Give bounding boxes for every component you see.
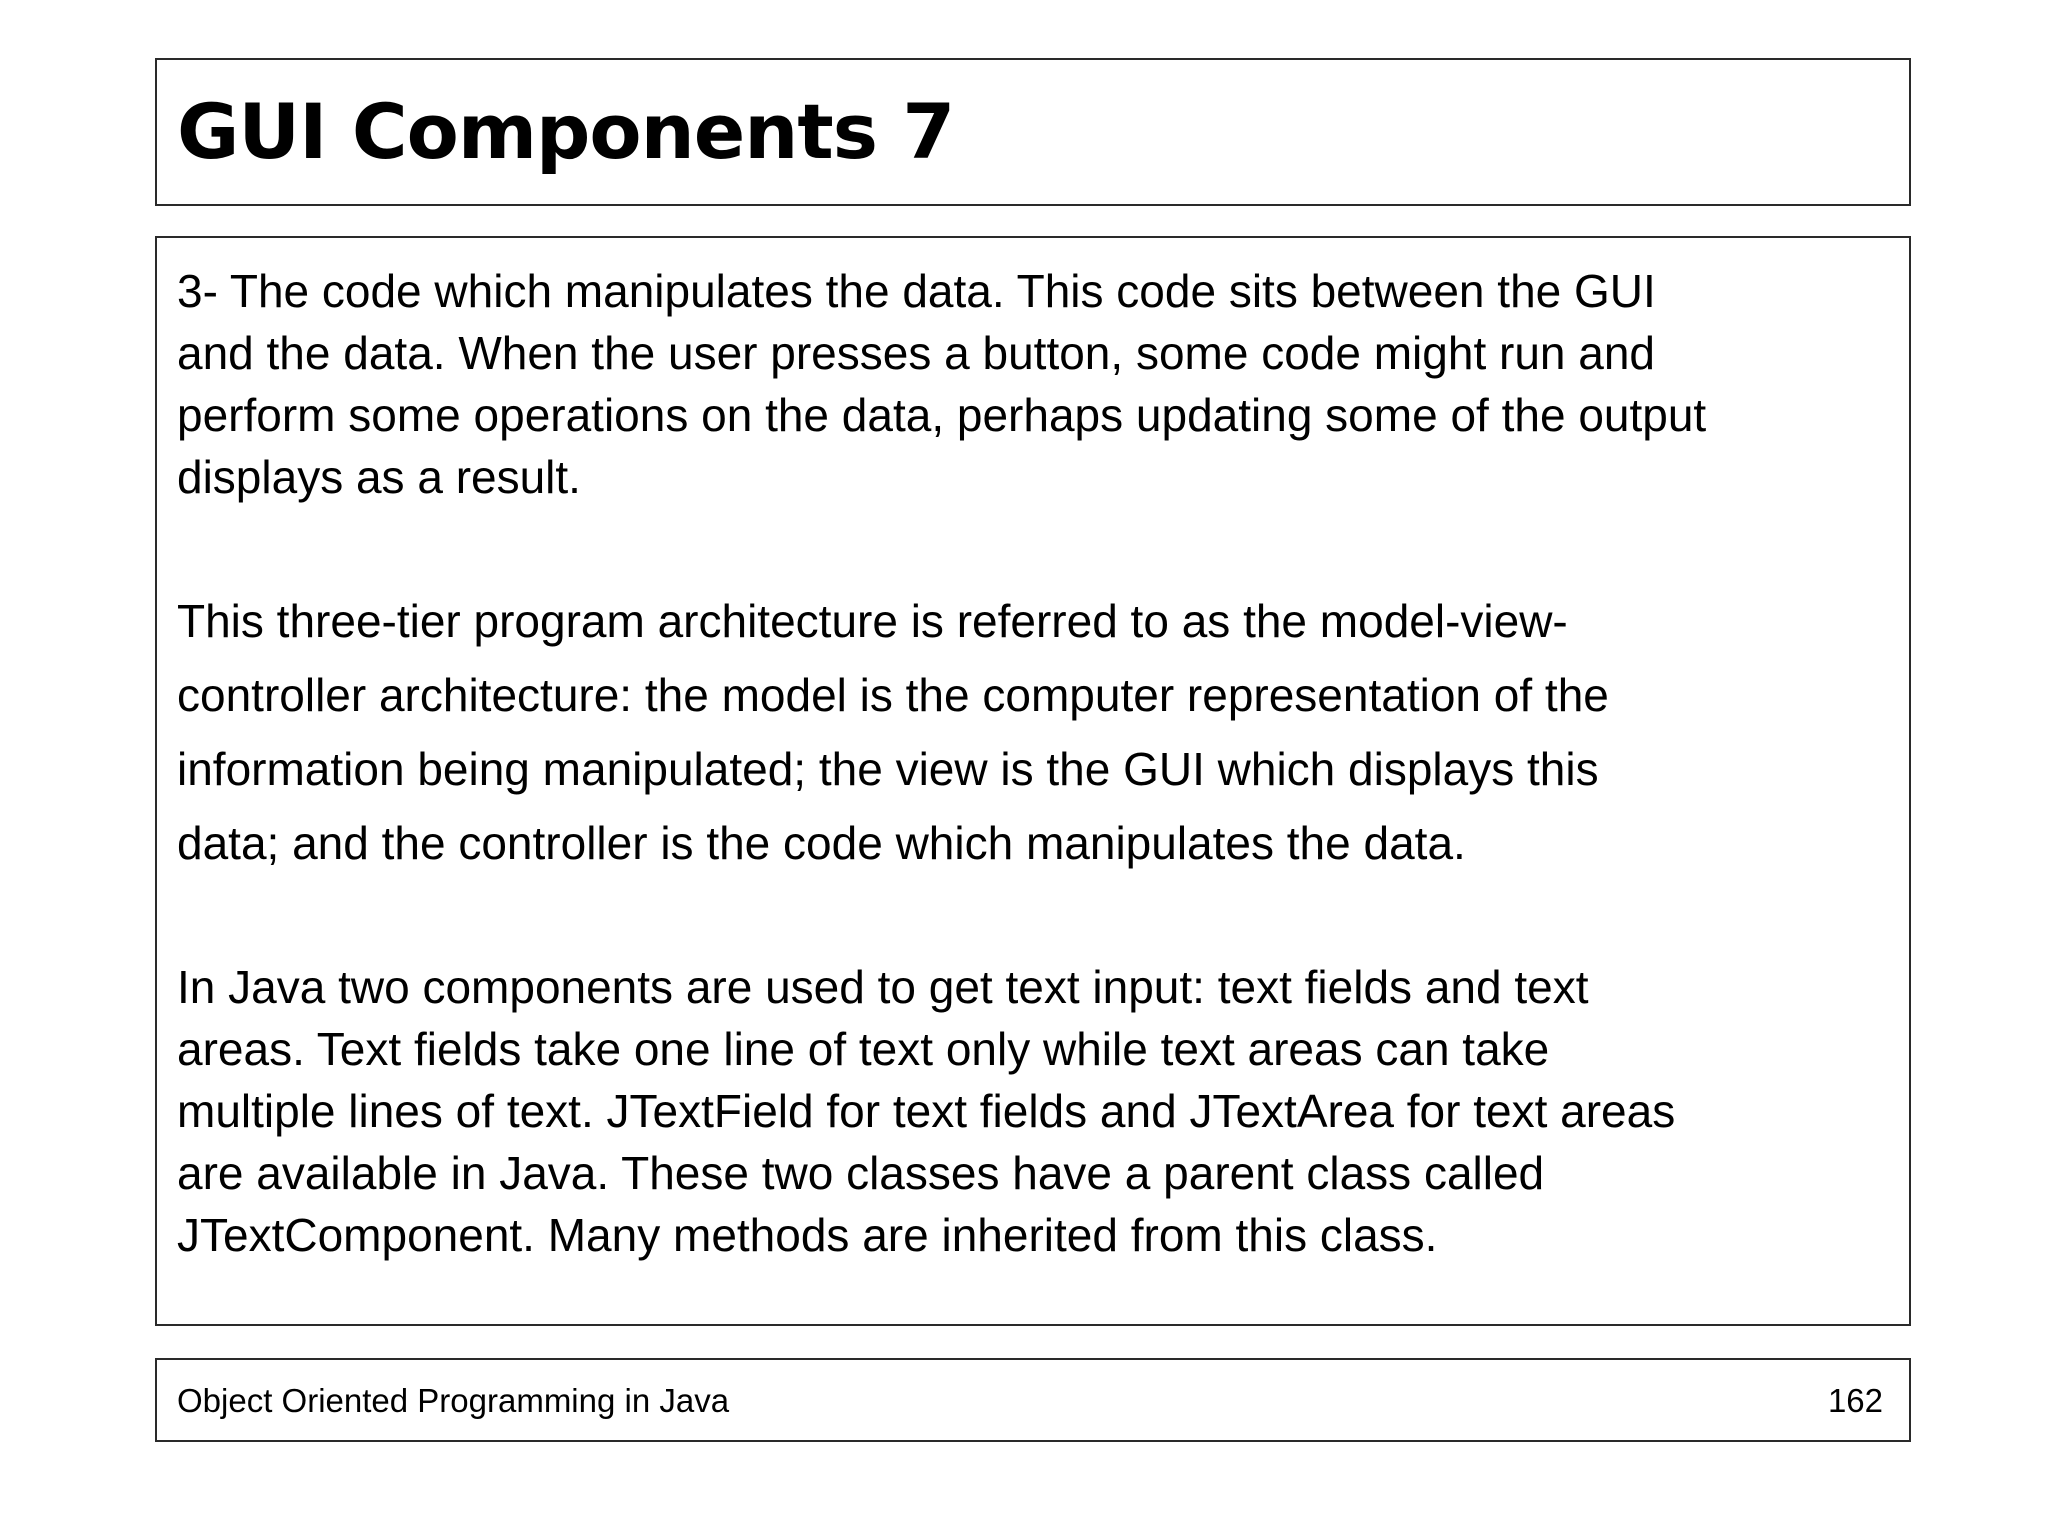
slide-title: GUI Components 7 <box>177 87 955 176</box>
text-line: displays as a result. <box>177 451 581 503</box>
text-line: In Java two components are used to get text input: text fields and text <box>177 961 1589 1013</box>
text-line: JTextComponent. Many methods are inherited from this class. <box>177 1209 1438 1261</box>
text-line: multiple lines of text. JTextField for text fields and JTextArea for text areas <box>177 1085 1676 1137</box>
text-line: areas. Text fields take one line of text only while text areas can take <box>177 1023 1550 1075</box>
text-line: and the data. When the user presses a button, some code might run and <box>177 327 1656 379</box>
page-number: 162 <box>1827 1382 1883 1419</box>
slide-footer <box>155 1358 1911 1442</box>
slide-body-box <box>155 236 1911 1326</box>
text-line: information being manipulated; the view is the GUI which displays this <box>177 743 1599 795</box>
paragraph-controller <box>177 260 1895 508</box>
text-line: data; and the controller is the code which manipulates the data. <box>177 817 1466 869</box>
paragraph-text-input <box>177 956 1895 1266</box>
footer-course-title: Object Oriented Programming in Java <box>177 1382 730 1419</box>
text-line: controller architecture: the model is the computer representation of the <box>177 669 1609 721</box>
text-line: perform some operations on the data, perhaps updating some of the output <box>177 389 1707 441</box>
text-line: This three-tier program architecture is referred to as the model-view- <box>177 595 1568 647</box>
paragraph-mvc <box>177 584 1895 880</box>
text-line: are available in Java. These two classes have a parent class called <box>177 1147 1545 1199</box>
text-line: 3- The code which manipulates the data. This code sits between the GUI <box>177 265 1656 317</box>
slide-title-box <box>155 58 1911 206</box>
